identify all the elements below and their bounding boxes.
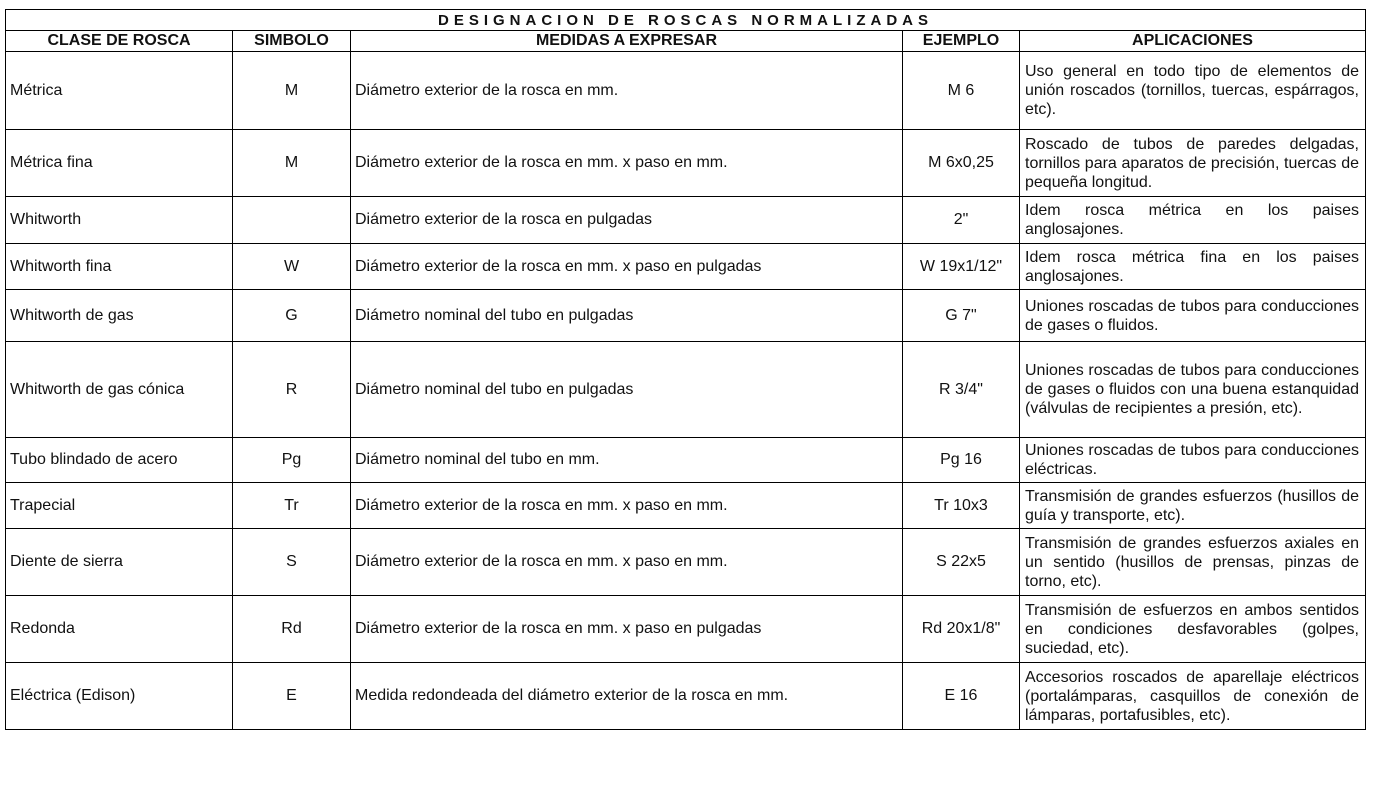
cell-aplicaciones: Transmisión de grandes esfuerzos (husillos de guía y transporte, etc). bbox=[1020, 483, 1366, 529]
column-header-medidas: MEDIDAS A EXPRESAR bbox=[351, 31, 903, 52]
cell-medidas: Medida redondeada del diámetro exterior de la rosca en mm. bbox=[351, 663, 903, 730]
table-row bbox=[6, 342, 1366, 438]
cell-ejemplo: R 3/4" bbox=[903, 342, 1020, 438]
table-row bbox=[6, 244, 1366, 290]
cell-clase: Métrica fina bbox=[6, 130, 233, 197]
table-row bbox=[6, 197, 1366, 244]
cell-clase: Tubo blindado de acero bbox=[6, 438, 233, 483]
column-header-aplicaciones: APLICACIONES bbox=[1020, 31, 1366, 52]
cell-clase: Eléctrica (Edison) bbox=[6, 663, 233, 730]
cell-clase: Whitworth fina bbox=[6, 244, 233, 290]
cell-ejemplo: M 6x0,25 bbox=[903, 130, 1020, 197]
cell-clase: Whitworth bbox=[6, 197, 233, 244]
cell-clase: Métrica bbox=[6, 52, 233, 130]
cell-simbolo bbox=[233, 197, 351, 244]
cell-aplicaciones: Uniones roscadas de tubos para conducciones de gases o fluidos. bbox=[1020, 290, 1366, 342]
cell-medidas: Diámetro exterior de la rosca en mm. x paso en pulgadas bbox=[351, 596, 903, 663]
table-row bbox=[6, 663, 1366, 730]
cell-medidas: Diámetro exterior de la rosca en mm. bbox=[351, 52, 903, 130]
cell-clase: Trapecial bbox=[6, 483, 233, 529]
cell-simbolo: M bbox=[233, 130, 351, 197]
thread-designation-table bbox=[5, 9, 1366, 730]
cell-simbolo: M bbox=[233, 52, 351, 130]
cell-clase: Redonda bbox=[6, 596, 233, 663]
cell-aplicaciones: Roscado de tubos de paredes delgadas, tornillos para aparatos de precisión, tuercas de pequeña longitud. bbox=[1020, 130, 1366, 197]
cell-medidas: Diámetro exterior de la rosca en mm. x paso en mm. bbox=[351, 483, 903, 529]
cell-medidas: Diámetro exterior de la rosca en pulgadas bbox=[351, 197, 903, 244]
cell-ejemplo: S 22x5 bbox=[903, 529, 1020, 596]
cell-simbolo: Tr bbox=[233, 483, 351, 529]
table-row bbox=[6, 483, 1366, 529]
cell-ejemplo: W 19x1/12" bbox=[903, 244, 1020, 290]
cell-aplicaciones: Idem rosca métrica fina en los paises anglosajones. bbox=[1020, 244, 1366, 290]
cell-ejemplo: Tr 10x3 bbox=[903, 483, 1020, 529]
column-header-ejemplo: EJEMPLO bbox=[903, 31, 1020, 52]
cell-ejemplo: Pg 16 bbox=[903, 438, 1020, 483]
cell-aplicaciones: Accesorios roscados de aparellaje eléctricos (portalámparas, casquillos de conexión de lámparas, portafusibles, etc). bbox=[1020, 663, 1366, 730]
cell-clase: Diente de sierra bbox=[6, 529, 233, 596]
table-row bbox=[6, 130, 1366, 197]
header-row bbox=[6, 31, 1366, 52]
cell-medidas: Diámetro exterior de la rosca en mm. x paso en mm. bbox=[351, 529, 903, 596]
cell-simbolo: R bbox=[233, 342, 351, 438]
cell-aplicaciones: Uniones roscadas de tubos para conducciones eléctricas. bbox=[1020, 438, 1366, 483]
cell-simbolo: E bbox=[233, 663, 351, 730]
column-header-simbolo: SIMBOLO bbox=[233, 31, 351, 52]
cell-medidas: Diámetro nominal del tubo en pulgadas bbox=[351, 290, 903, 342]
cell-medidas: Diámetro nominal del tubo en pulgadas bbox=[351, 342, 903, 438]
cell-clase: Whitworth de gas bbox=[6, 290, 233, 342]
cell-aplicaciones: Idem rosca métrica en los paises anglosajones. bbox=[1020, 197, 1366, 244]
cell-simbolo: S bbox=[233, 529, 351, 596]
table-title: DESIGNACION DE ROSCAS NORMALIZADAS bbox=[6, 10, 1366, 31]
cell-ejemplo: M 6 bbox=[903, 52, 1020, 130]
table-row bbox=[6, 290, 1366, 342]
cell-simbolo: Pg bbox=[233, 438, 351, 483]
cell-ejemplo: G 7" bbox=[903, 290, 1020, 342]
table-row bbox=[6, 52, 1366, 130]
cell-simbolo: Rd bbox=[233, 596, 351, 663]
cell-aplicaciones: Transmisión de esfuerzos en ambos sentidos en condiciones desfavorables (golpes, suciedad, etc). bbox=[1020, 596, 1366, 663]
cell-medidas: Diámetro exterior de la rosca en mm. x paso en pulgadas bbox=[351, 244, 903, 290]
cell-ejemplo: E 16 bbox=[903, 663, 1020, 730]
cell-simbolo: G bbox=[233, 290, 351, 342]
cell-aplicaciones: Uso general en todo tipo de elementos de unión roscados (tornillos, tuercas, espárragos, etc). bbox=[1020, 52, 1366, 130]
cell-ejemplo: 2" bbox=[903, 197, 1020, 244]
cell-ejemplo: Rd 20x1/8" bbox=[903, 596, 1020, 663]
cell-medidas: Diámetro nominal del tubo en mm. bbox=[351, 438, 903, 483]
cell-clase: Whitworth de gas cónica bbox=[6, 342, 233, 438]
cell-medidas: Diámetro exterior de la rosca en mm. x paso en mm. bbox=[351, 130, 903, 197]
column-header-clase: CLASE DE ROSCA bbox=[6, 31, 233, 52]
table-row bbox=[6, 596, 1366, 663]
cell-aplicaciones: Transmisión de grandes esfuerzos axiales en un sentido (husillos de prensas, pinzas de torno, etc). bbox=[1020, 529, 1366, 596]
cell-simbolo: W bbox=[233, 244, 351, 290]
table-row bbox=[6, 438, 1366, 483]
table-row bbox=[6, 529, 1366, 596]
cell-aplicaciones: Uniones roscadas de tubos para conducciones de gases o fluidos con una buena estanquidad (válvulas de recipientes a presión, etc). bbox=[1020, 342, 1366, 438]
